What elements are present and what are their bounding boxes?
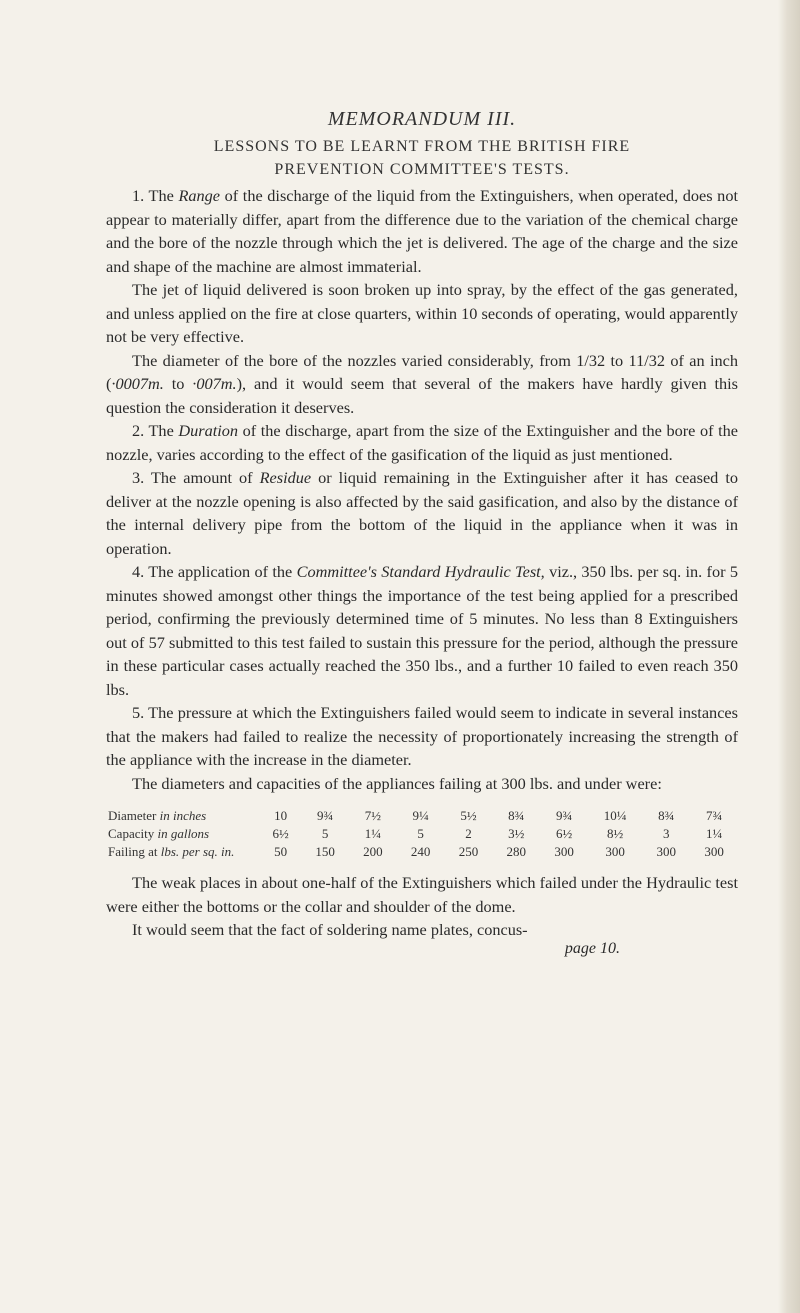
paragraph-diameters-intro: The diameters and capacities of the appliances failing at 300 lbs. and under were: [132, 773, 662, 793]
table-row [106, 843, 738, 861]
table-cell: 1¼ [705, 826, 723, 841]
table-cell: 240 [410, 844, 431, 859]
table-cell: 2 [465, 826, 472, 841]
table-cell: 1¼ [364, 826, 381, 841]
memorandum-body [106, 108, 738, 958]
table-cell: 300 [704, 844, 724, 859]
table-cell: 10¼ [603, 808, 627, 823]
paragraph-pressure-failure: 5. The pressure at which the Extinguishers failed would seem to indicate in several instances that the makers had failed to realize the necessity of proportionately increasing the strength of the appliance with the increase in the diameter. [106, 703, 738, 769]
table-cell: 300 [656, 844, 677, 859]
failure-data-table [106, 807, 738, 861]
table-cell: 3½ [508, 826, 525, 841]
row-label: Failing at lbs. per sq. in. [108, 844, 235, 859]
table-cell: 8¾ [508, 808, 525, 823]
table-row [106, 807, 738, 825]
table-cell: 8½ [607, 826, 624, 841]
table-cell: 150 [315, 844, 335, 859]
paragraph-range: 1. The Range of the discharge of the liquid from the Extinguishers, when operated, does not appear to materially differ, apart from the difference due to the variation of the chemical charge and the bore of the nozzle through which the jet is delivered. The age of the charge and the size and shape of the machine are almost immaterial. [106, 186, 738, 276]
table-cell: 280 [506, 844, 527, 859]
table-cell: 250 [458, 844, 479, 859]
table-cell: 5½ [460, 808, 477, 823]
table-cell: 5 [321, 826, 329, 841]
table-cell: 7½ [364, 808, 381, 823]
paragraph-spray: The jet of liquid delivered is soon broken up into spray, by the effect of the gas generated, and unless applied on the fire at close quarters, within 10 seconds of operating, would apparently not be very effective. [106, 280, 738, 346]
table-cell: 3 [663, 826, 670, 841]
page-reference: page 10. [564, 939, 620, 957]
table-cell: 300 [554, 844, 574, 859]
paragraph-soldering: It would seem that the fact of soldering name plates, concus- [132, 920, 528, 939]
table-cell: 200 [363, 844, 383, 859]
table-cell: 9¼ [412, 808, 429, 823]
heading-line-1: LESSONS TO BE LEARNT FROM THE BRITISH FIRE [213, 138, 631, 155]
paragraph-nozzle-bore: The diameter of the bore of the nozzles varied considerably, from 1/32 to 11/32 of an inch (·0007m. to ·007m.), and it would seem that several of the makers have hardly given this question the consideration it deserves. [106, 350, 739, 417]
paragraph-residue: 3. The amount of Residue or liquid remaining in the Extinguisher after it has ceased to deliver at the nozzle opening is also affected by the said gasification, and also by the distance of the internal delivery pipe from the bottom of the liquid in the appliance when it was in operation. [106, 468, 738, 558]
paragraph-duration: 2. The Duration of the discharge, apart from the size of the Extinguisher and the bore of the nozzle, varies according to the effect of the gasification of the liquid as just mentioned. [106, 421, 738, 464]
page-edge-shadow [778, 0, 800, 1313]
table-cell: 6½ [272, 826, 289, 841]
table-cell: 9¾ [555, 808, 573, 823]
row-label: Capacity in gallons [108, 826, 210, 841]
table-row [106, 825, 738, 843]
section-heading [106, 135, 738, 181]
paragraph-weak-places: The weak places in about one-half of the Extinguishers which failed under the Hydraulic test were either the bottoms or the collar and shoulder of the dome. [106, 873, 738, 916]
paragraph-hydraulic-test: 4. The application of the Committee's Standard Hydraulic Test, viz., 350 lbs. per sq. in. for 5 minutes showed amongst other things the importance of the test being applied for a prescribed period, confirming the previously determined time of 5 minutes. No less than 8 Extinguishers out of 57 submitted to this test failed to sustain this pressure for the period, although the pressure in these particular cases actually reached the 350 lbs., and a further 10 failed to even reach 350 lbs. [106, 562, 738, 699]
heading-line-2: PREVENTION COMMITTEE'S TESTS. [274, 161, 570, 178]
table-cell: 9¾ [316, 808, 334, 823]
table-cell: 6½ [555, 826, 573, 841]
table-cell: 8¾ [658, 808, 675, 823]
table-cell: 50 [274, 844, 288, 859]
table-cell: 7¾ [705, 808, 723, 823]
table-cell: 300 [605, 844, 625, 859]
table-cell: 10 [274, 808, 288, 823]
table-cell: 5 [417, 826, 424, 841]
memorandum-title: MEMORANDUM III. [327, 108, 517, 130]
row-label: Diameter in inches [108, 808, 207, 823]
